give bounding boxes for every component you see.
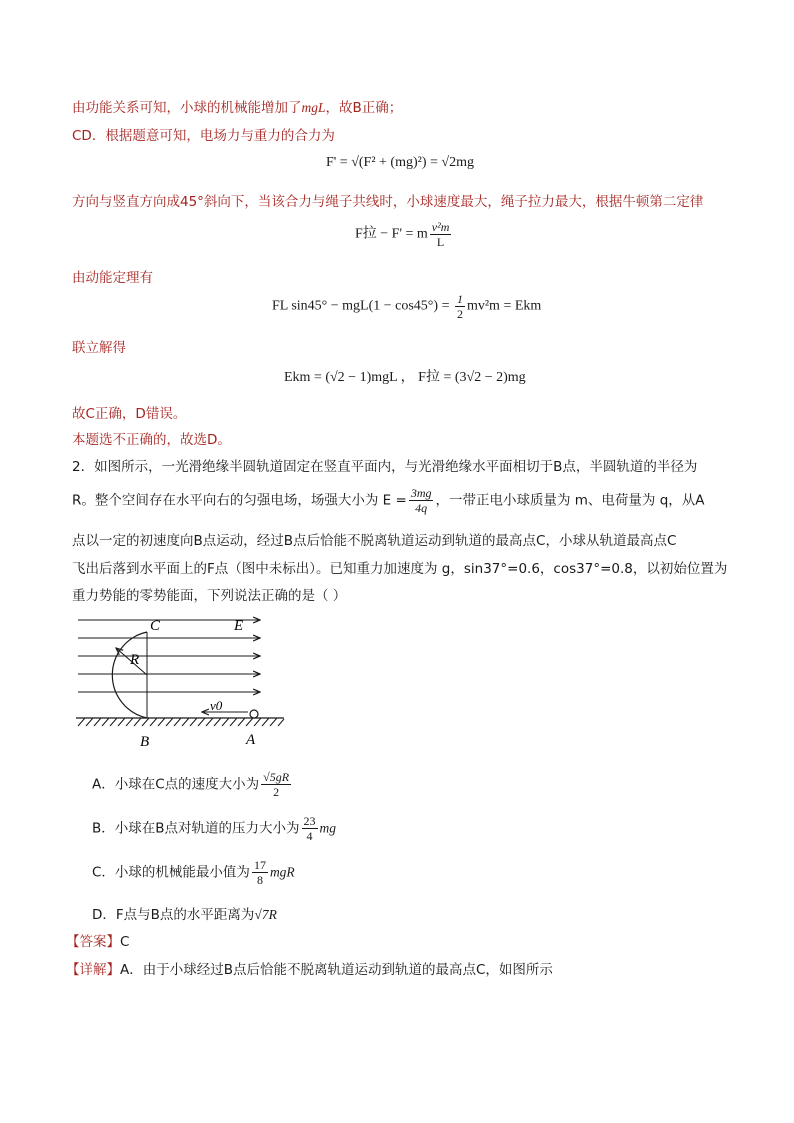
math-var: mgL bbox=[301, 100, 326, 115]
solution-line-2: CD．根据题意可知，电场力与重力的合力为 bbox=[72, 128, 335, 144]
label-A: A bbox=[246, 732, 256, 748]
label-B: B bbox=[140, 734, 150, 750]
fraction bbox=[302, 814, 318, 843]
option-text: B．小球在B点对轨道的压力大小为 bbox=[92, 820, 300, 837]
question-text: ，一带正电小球质量为 m、电荷量为 q，从A bbox=[435, 492, 705, 509]
ball bbox=[250, 710, 258, 718]
label-v0: v0 bbox=[210, 698, 223, 713]
equation-energy bbox=[272, 292, 541, 321]
fraction-numerator: 17 bbox=[253, 858, 266, 872]
fraction-numerator: v²m bbox=[431, 220, 450, 234]
solution-line-6: 故C正确，D错误。 bbox=[72, 406, 187, 422]
question-line-4: 飞出后落到水平面上的F点（图中未标出）。已知重力加速度为 g，sin37°=0.6，cos37°=0.8，以初始位置为 bbox=[72, 561, 728, 577]
fraction-denominator: 4q bbox=[415, 501, 428, 515]
solution-text: ，故B正确； bbox=[325, 100, 403, 116]
question-line-1: 2．如图所示，一光滑绝缘半圆轨道固定在竖直平面内，与光滑绝缘水平面相切于B点，半圆轨道的半径为 bbox=[72, 459, 698, 475]
equation-resultant-force: F' = √(F² + (mg)²) = √2mg bbox=[326, 155, 474, 170]
fraction-denominator: 2 bbox=[273, 785, 280, 799]
fraction bbox=[430, 220, 452, 249]
field-strength-fraction bbox=[409, 486, 434, 515]
label-E: E bbox=[234, 618, 244, 634]
detail-tag: 【详解】 bbox=[66, 962, 120, 978]
electric-field-lines bbox=[78, 620, 260, 692]
option-a[interactable] bbox=[92, 770, 293, 799]
option-text: mg bbox=[319, 820, 337, 836]
answer-line bbox=[66, 930, 129, 950]
equation-text: mv²m = Ekm bbox=[466, 298, 542, 314]
option-b[interactable] bbox=[92, 814, 336, 843]
equation-newton bbox=[355, 220, 453, 249]
solution-line-5: 联立解得 bbox=[72, 340, 126, 356]
option-d[interactable] bbox=[92, 903, 277, 923]
solution-line-7: 本题选不正确的，故选D。 bbox=[72, 432, 231, 448]
fraction-denominator: 8 bbox=[256, 873, 263, 887]
equation-text: F拉 − F' = m bbox=[355, 226, 428, 242]
solution-line-4: 由动能定理有 bbox=[72, 270, 153, 286]
solution-line-1 bbox=[72, 96, 402, 116]
fraction bbox=[261, 770, 291, 799]
fraction bbox=[455, 292, 465, 321]
solution-text: 由功能关系可知，小球的机械能增加了 bbox=[72, 100, 302, 116]
question-line-2 bbox=[72, 486, 705, 515]
detail-line bbox=[66, 958, 553, 978]
physics-figure bbox=[74, 610, 294, 750]
fraction-denominator: 2 bbox=[456, 307, 463, 321]
fraction-numerator: 23 bbox=[303, 814, 316, 828]
option-text: C．小球的机械能最小值为 bbox=[92, 864, 250, 881]
fraction-numerator: 3mg bbox=[410, 486, 432, 500]
question-line-5: 重力势能的零势能面，下列说法正确的是（ ） bbox=[72, 588, 347, 604]
answer-value: C bbox=[120, 934, 130, 950]
fraction-denominator: L bbox=[436, 235, 445, 249]
option-text: √7R bbox=[254, 907, 277, 922]
answer-tag: 【答案】 bbox=[66, 934, 120, 950]
ground-hatch bbox=[78, 718, 284, 726]
fraction bbox=[252, 858, 268, 887]
fraction-denominator: 4 bbox=[306, 829, 313, 843]
detail-text: A．由于小球经过B点后恰能不脱离轨道运动到轨道的最高点C，如图所示 bbox=[120, 962, 553, 978]
equation-results: Ekm = (√2 − 1)mgL ， F拉 = (3√2 − 2)mg bbox=[284, 370, 526, 385]
label-C: C bbox=[150, 618, 161, 634]
question-text: R。整个空间存在水平向右的匀强电场，场强大小为 E = bbox=[72, 492, 407, 509]
option-text: A．小球在C点的速度大小为 bbox=[92, 776, 260, 793]
question-line-3: 点以一定的初速度向B点运动，经过B点后恰能不脱离轨道运动到轨道的最高点C，小球从轨道最高点C bbox=[72, 533, 677, 549]
fraction-numerator: 1 bbox=[456, 292, 463, 306]
solution-line-3: 方向与竖直方向成45°斜向下，当该合力与绳子共线时，小球速度最大，绳子拉力最大，根据牛顿第二定律 bbox=[72, 194, 704, 210]
fraction-numerator: √5gR bbox=[263, 770, 290, 784]
option-c[interactable] bbox=[92, 858, 295, 887]
semicircle-track bbox=[112, 632, 147, 718]
option-text: mgR bbox=[269, 864, 295, 880]
label-R: R bbox=[130, 652, 140, 668]
equation-text: FL sin45° − mgL(1 − cos45°) = bbox=[272, 298, 453, 314]
option-text: D．F点与B点的水平距离为 bbox=[92, 907, 255, 923]
